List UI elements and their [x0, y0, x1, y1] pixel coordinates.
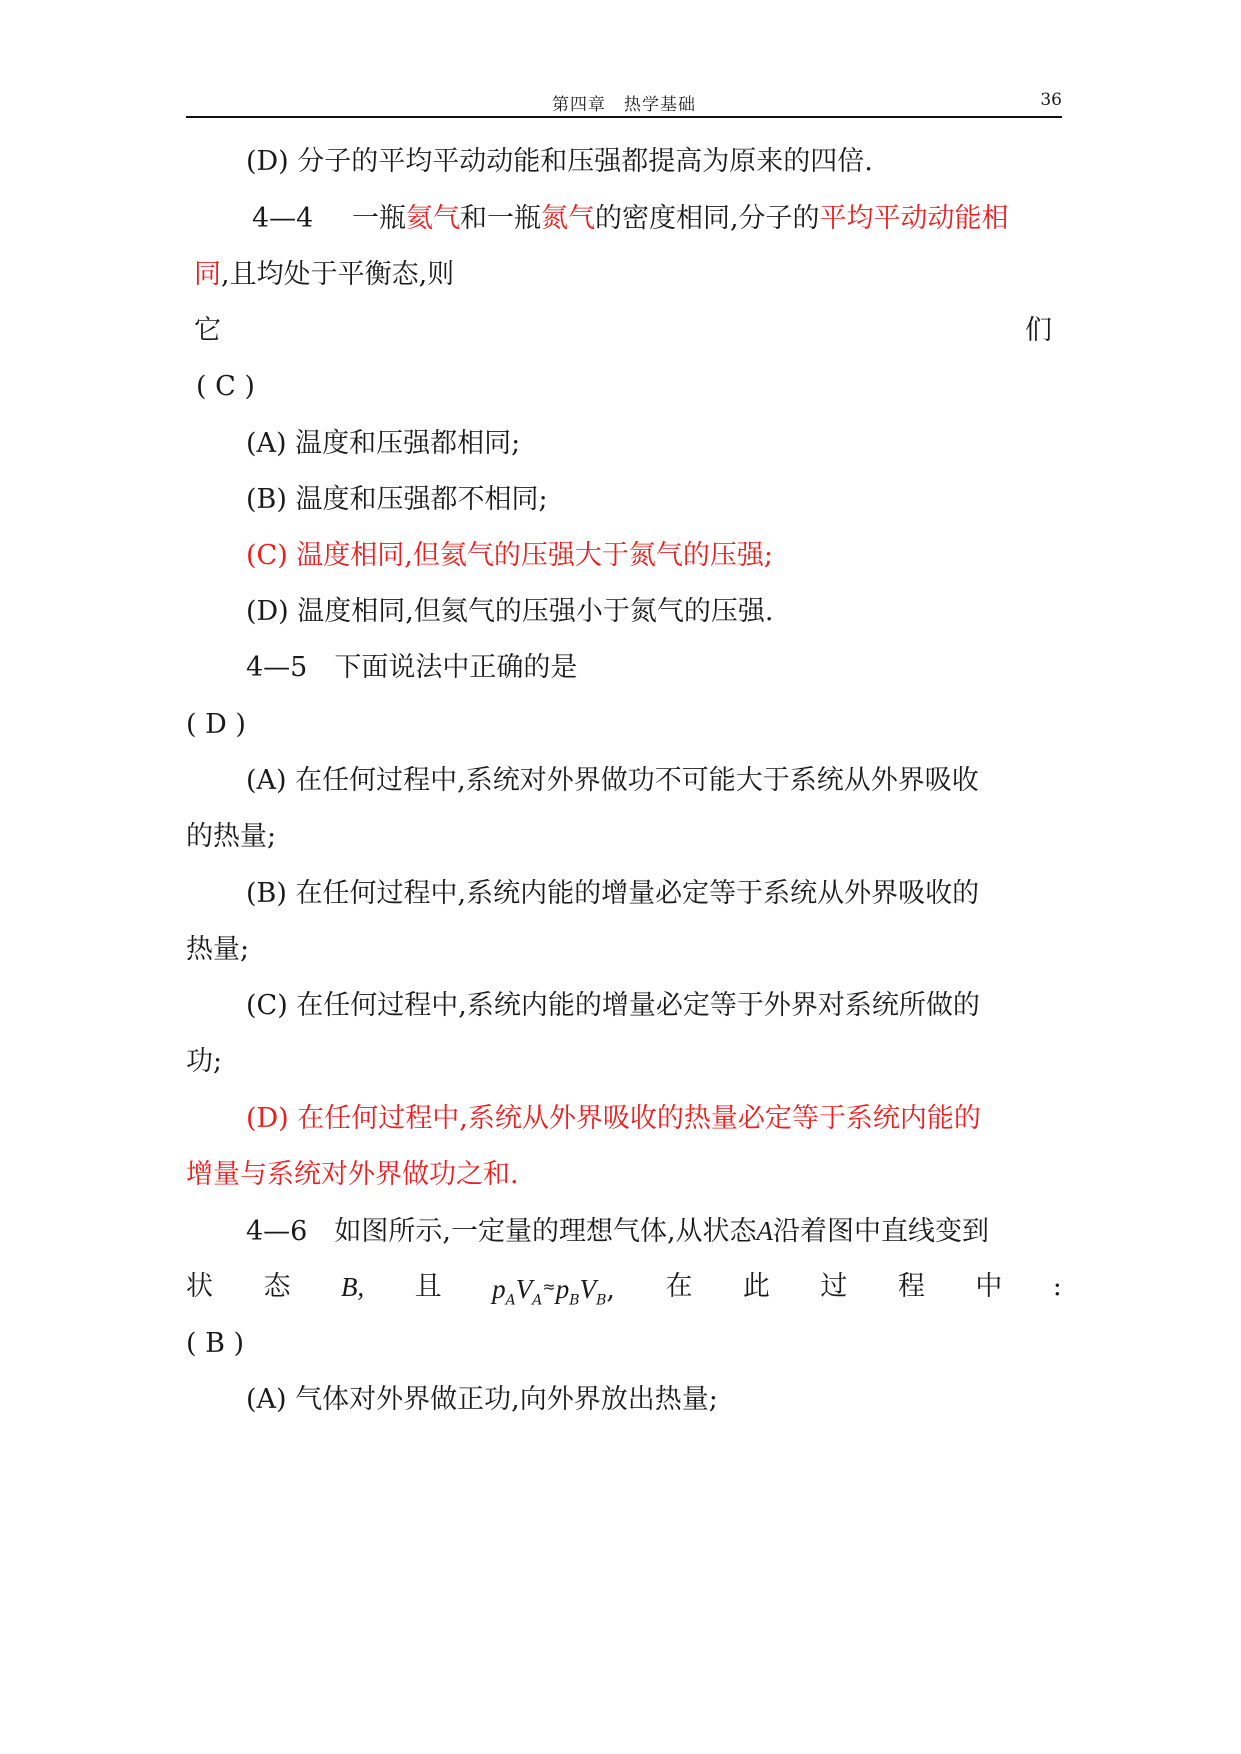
formula-approx: ≈	[542, 1277, 556, 1296]
q44-option-d: (D) 温度相同,但氦气的压强小于氮气的压强.	[246, 596, 774, 627]
formula-comma: ,	[606, 1274, 615, 1305]
q44-option-c: (C) 温度相同,但氦气的压强大于氮气的压强;	[246, 540, 773, 571]
q45-option-d-line2: 增量与系统对外界做功之和.	[186, 1159, 519, 1190]
formula-vb: V	[579, 1274, 597, 1304]
formula-va-sub: A	[532, 1292, 543, 1309]
q44-stem-line2	[194, 258, 454, 292]
formula-vb-sub: B	[596, 1292, 607, 1309]
q44-kinetic-energy: 平均平动动能相	[819, 203, 1009, 234]
q45-option-a-line1: (A) 在任何过程中,系统对外界做功不可能大于系统从外界吸收	[246, 765, 979, 796]
q46-var-b: B,	[340, 1272, 365, 1302]
q46-option-a: (A) 气体对外界做正功,向外界放出热量;	[246, 1384, 718, 1415]
q46-word: 态	[263, 1271, 291, 1302]
q46-word: 中	[975, 1271, 1003, 1302]
q45-answer: ( D )	[186, 709, 246, 740]
q46-word: 状	[186, 1271, 213, 1302]
page-number: 36	[1040, 90, 1062, 110]
q44-option-a: (A) 温度和压强都相同;	[246, 428, 521, 459]
q46-word: 且	[414, 1271, 442, 1302]
q45-option-b-line2: 热量;	[186, 934, 250, 965]
q44-text: ,且均处于平衡态,则	[221, 259, 455, 290]
page-header	[186, 88, 1062, 118]
q46-stem-line1	[246, 1214, 989, 1249]
q46-word: 过	[820, 1271, 848, 1302]
q44-answer: ( C )	[196, 371, 255, 402]
q44-label: 4—4	[252, 203, 314, 234]
q46-word: 此	[742, 1271, 770, 1302]
q45-option-a-line2: 的热量;	[186, 821, 277, 852]
formula-pb: p	[555, 1274, 570, 1304]
q45-option-c-line2: 功;	[186, 1046, 223, 1077]
q46-word: 程	[897, 1271, 925, 1302]
q46-formula	[492, 1270, 615, 1317]
q44-helium: 氦气	[405, 203, 460, 234]
q46-stem-line2	[186, 1270, 1062, 1317]
q45-stem: 4—5 下面说法中正确的是	[246, 652, 578, 683]
q46-word: 在	[665, 1271, 693, 1302]
header-title: 第四章 热学基础	[552, 95, 696, 115]
q44-text: 的密度相同,分子的	[594, 203, 820, 234]
q44-left-char: 它	[194, 315, 221, 346]
q46-answer: ( B )	[186, 1328, 245, 1359]
q45-option-d-line1: (D) 在任何过程中,系统从外界吸收的热量必定等于系统内能的	[246, 1103, 981, 1134]
prev-option-d: (D) 分子的平均平动动能和压强都提高为原来的四倍.	[246, 146, 873, 177]
formula-pa-sub: A	[505, 1292, 516, 1309]
q44-nitrogen: 氮气	[540, 203, 595, 234]
formula-pa: p	[492, 1274, 506, 1304]
q44-stem-line3	[194, 314, 1052, 348]
formula-va: V	[515, 1274, 533, 1304]
q45-option-c-line1: (C) 在任何过程中,系统内能的增量必定等于外界对系统所做的	[246, 990, 980, 1021]
q46-text: 4—6 如图所示,一定量的理想气体,从状态	[246, 1216, 757, 1247]
q46-colon: :	[1052, 1271, 1062, 1302]
q44-option-b: (B) 温度和压强都不相同;	[246, 484, 548, 515]
q46-var-a: A	[756, 1216, 774, 1246]
q44-text: 一瓶	[351, 203, 406, 234]
q46-text: 沿着图中直线变到	[773, 1216, 990, 1247]
q44-right-char: 们	[1025, 315, 1052, 346]
q44-same: 同	[194, 259, 221, 290]
formula-pb-sub: B	[569, 1292, 580, 1309]
q44-stem-line1	[252, 202, 1009, 236]
q45-option-b-line1: (B) 在任何过程中,系统内能的增量必定等于系统从外界吸收的	[246, 878, 980, 909]
q44-text: 和一瓶	[459, 203, 541, 234]
